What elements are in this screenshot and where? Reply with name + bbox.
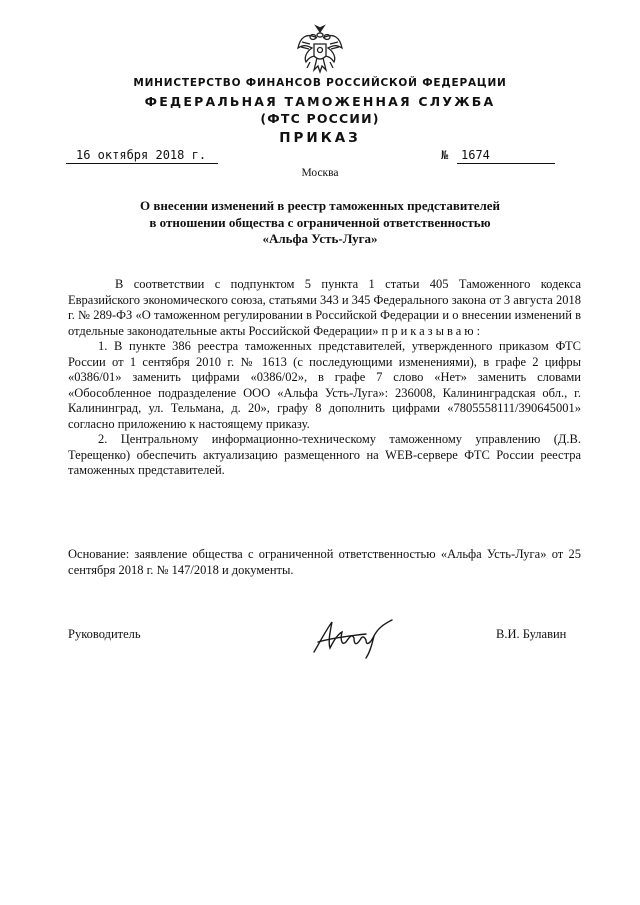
order-basis <box>68 547 581 578</box>
order-date: 16 октября 2018 г. <box>66 148 218 164</box>
order-item-2: 2. Центральному информационно-техническому таможенному управлению (Д.В. Терещенко) обеспечить актуализацию размещенного на WEB-сервере ФТС России реестра таможенных представителей. <box>68 432 581 477</box>
subject-line-3: «Альфа Усть-Луга» <box>262 231 378 246</box>
issuing-city: Москва <box>301 167 339 179</box>
signer-name: В.И. Булавин <box>496 627 567 641</box>
coat-of-arms-icon <box>296 22 344 78</box>
subject-line-1: О внесении изменений в реестр таможенных представителей <box>139 198 501 213</box>
basis-text: Основание: заявление общества с ограниченной ответственностью «Альфа Усть-Луга» от 25 сентября 2018 г. № 147/2018 и документы. <box>68 547 581 577</box>
handwritten-signature <box>308 612 400 660</box>
subject-line-2: в отношении общества с ограниченной ответственностью <box>149 214 491 230</box>
document-type: ПРИКАЗ <box>279 130 361 146</box>
signer-title: Руководитель <box>68 627 141 641</box>
preamble-paragraph <box>68 277 581 339</box>
order-number: 1674 <box>457 148 555 164</box>
order-subject <box>0 198 640 248</box>
order-word: приказываю: <box>381 323 484 338</box>
service-name: ФЕДЕРАЛЬНАЯ ТАМОЖЕННАЯ СЛУЖБА <box>144 94 496 109</box>
service-abbreviation: (ФТС РОССИИ) <box>260 111 380 126</box>
preamble-text: В соответствии с подпунктом 5 пункта 1 статьи 405 Таможенного кодекса Евразийского экономического союза, статьями 343 и 345 Федерального закона от 3 августа 2018 г. № 289-ФЗ «О таможенном регулировании в Российской Федерации и о внесении изменений в отдельные законодательные акты Российской Федерации» <box>68 277 581 338</box>
order-number-prefix: № <box>441 148 449 162</box>
order-item-1: 1. В пункте 386 реестра таможенных представителей, утвержденного приказом ФТС России от 1 сентября 2010 г. № 1613 (с последующими изменениями), в графе 2 цифры «0386/01» заменить цифрами «0386/02», в графе 7 слово «Нет» заменить словами «Обособленное подразделение ООО «Альфа Усть-Луга»: 236008, Калининградская обл., г. Калининград, ул. Тельмана, д. 20», графу 8 дополнить цифрами «7805558111/390645001» согласно приложению к настоящему приказу. <box>68 339 581 431</box>
order-body <box>68 277 581 479</box>
ministry-name: МИНИСТЕРСТВО ФИНАНСОВ РОССИЙСКОЙ ФЕДЕРАЦИИ <box>133 77 507 89</box>
